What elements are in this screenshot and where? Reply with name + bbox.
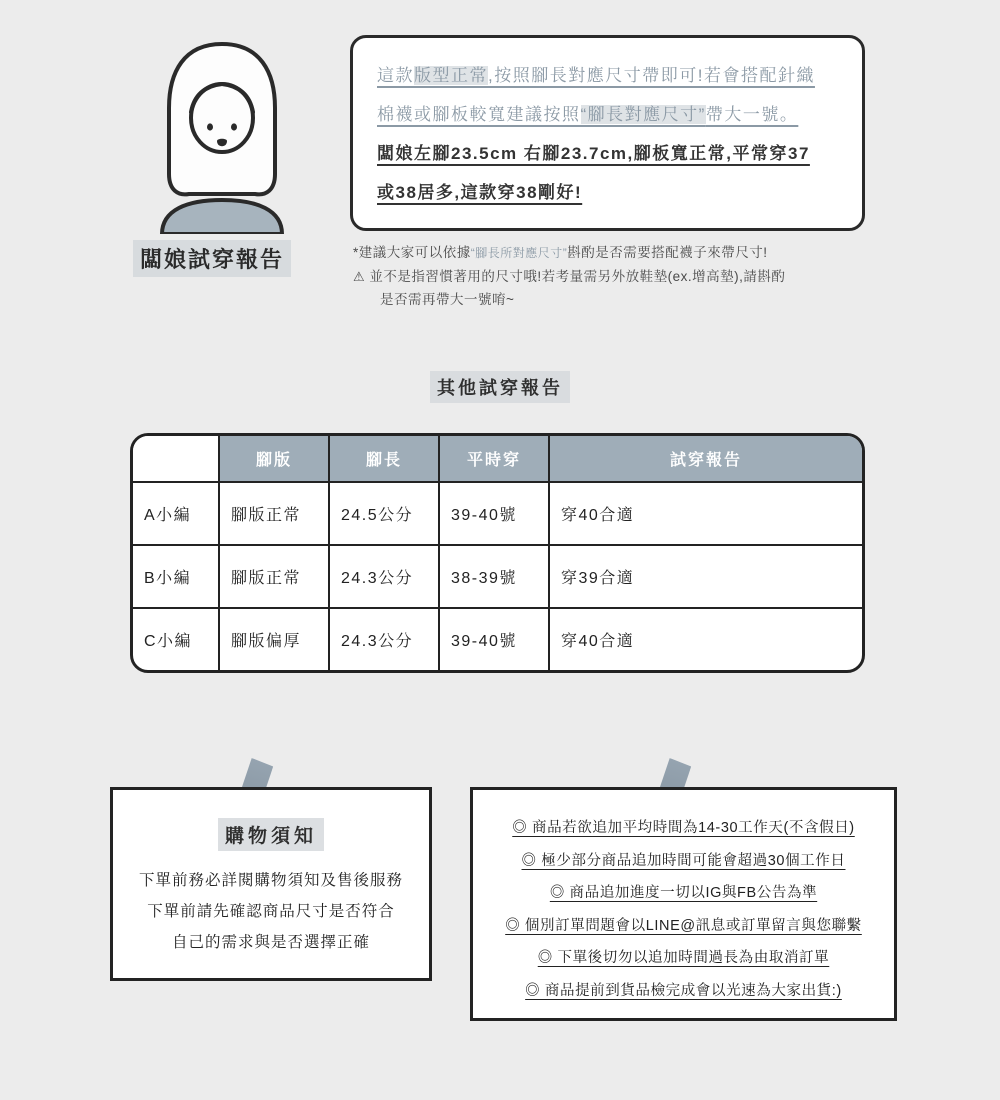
eye-left xyxy=(207,123,213,130)
policy-item-text: ◎ 個別訂單問題會以LINE@訊息或訂單留言與您聯繫 xyxy=(505,917,862,934)
table-cell: 24.5公分 xyxy=(328,481,438,544)
table-header-foot-width: 腳版 xyxy=(218,436,328,481)
policy-item-text: ◎ 極少部分商品追加時間可能會超過30個工作日 xyxy=(521,852,846,869)
table-cell: B小編 xyxy=(133,544,218,607)
table-cell: 腳版正常 xyxy=(218,544,328,607)
table-cell: 穿40合適 xyxy=(548,607,862,670)
bubble-text: ,按照腳長對應尺寸帶即可!若會搭配針織 xyxy=(488,66,815,85)
note-quoted-text: “腳長所對應尺寸” xyxy=(470,246,568,260)
table-cell: 24.3公分 xyxy=(328,607,438,670)
table-cell: 39-40號 xyxy=(438,607,548,670)
policy-item-text: ◎ 商品追加進度一切以IG與FB公告為準 xyxy=(549,885,818,901)
table-cell: 腳版正常 xyxy=(218,481,328,544)
policy-item-text: ◎ 商品提前到貨品檢完成會以光速為大家出貨:) xyxy=(525,982,842,999)
section-heading-text: 其他試穿報告 xyxy=(430,371,570,403)
notice-line: 自己的需求與是否選擇正確 xyxy=(171,934,370,951)
bubble-line-1 xyxy=(377,56,838,95)
section-heading xyxy=(0,371,1000,403)
table-cell: 24.3公分 xyxy=(328,544,438,607)
table-cell: 穿40合適 xyxy=(548,481,862,544)
shopping-notice-box xyxy=(110,787,432,981)
table-cell: 38-39號 xyxy=(438,544,548,607)
footnote-line-3: 是否需再帶大一號唷~ xyxy=(380,292,515,307)
bubble-line-2 xyxy=(377,95,838,134)
speech-bubble xyxy=(350,35,865,231)
policy-item xyxy=(473,910,894,943)
bubble-text-highlighted: 版型正常 xyxy=(414,66,488,85)
avatar-label xyxy=(133,240,333,277)
policy-item xyxy=(473,812,894,845)
policy-item xyxy=(473,845,894,878)
table-cell: A小編 xyxy=(133,481,218,544)
order-policy-box xyxy=(470,787,897,1021)
avatar xyxy=(142,34,302,234)
shopping-notice-title xyxy=(113,818,429,851)
bubble-text: 這款 xyxy=(377,66,414,85)
table-cell: 腳版偏厚 xyxy=(218,607,328,670)
avatar-label-text: 闆娘試穿報告 xyxy=(133,240,291,277)
table-header-fit-report: 試穿報告 xyxy=(548,436,862,481)
bubble-text: 帶大一號。 xyxy=(705,105,799,124)
bubble-line-3 xyxy=(377,134,838,173)
note-text: 並不是指習慣著用的尺寸哦!若考量需另外放鞋墊(ex.增高墊),請斟酌 xyxy=(369,269,786,284)
shirt-shape xyxy=(162,200,282,234)
table-header-usual-size: 平時穿 xyxy=(438,436,548,481)
table-header-empty xyxy=(133,436,218,481)
policy-item xyxy=(473,877,894,910)
table-cell: 39-40號 xyxy=(438,481,548,544)
table-cell: C小編 xyxy=(133,607,218,670)
shopping-notice-title-text: 購物須知 xyxy=(218,818,324,851)
notice-line: 下單前務必詳閱購物須知及售後服務 xyxy=(138,872,403,889)
bubble-text: 闆娘左腳23.5cm 右腳23.7cm,腳板寬正常,平常穿37 xyxy=(377,144,810,163)
bubble-text: 或38居多,這款穿38剛好! xyxy=(377,183,583,202)
woman-illustration-icon xyxy=(142,34,302,234)
policy-item-text: ◎ 商品若欲追加平均時間為14-30工作天(不含假日) xyxy=(512,820,855,836)
footnote-line-2 xyxy=(353,265,865,288)
table-header-foot-length: 腳長 xyxy=(328,436,438,481)
note-text: *建議大家可以依據 xyxy=(353,245,471,260)
bubble-text: 棉襪或腳板較寬建議按照 xyxy=(377,105,581,124)
warning-icon: ⚠ xyxy=(353,269,366,284)
bubble-line-4 xyxy=(377,173,838,212)
footnotes xyxy=(353,241,865,311)
table-cell: 穿39合適 xyxy=(548,544,862,607)
fit-report-table xyxy=(130,433,865,673)
eye-right xyxy=(231,123,237,130)
footnote-line-1 xyxy=(353,241,865,265)
policy-item xyxy=(473,975,894,1008)
bubble-text-highlighted: “腳長對應尺寸” xyxy=(580,105,706,124)
shopping-notice-lines xyxy=(113,865,429,958)
policy-item-text: ◎ 下單後切勿以追加時間過長為由取消訂單 xyxy=(537,950,830,966)
policy-item xyxy=(473,942,894,975)
notice-line: 下單前請先確認商品尺寸是否符合 xyxy=(147,903,395,920)
note-text: 斟酌是否需要搭配襪子來帶尺寸! xyxy=(567,245,768,260)
